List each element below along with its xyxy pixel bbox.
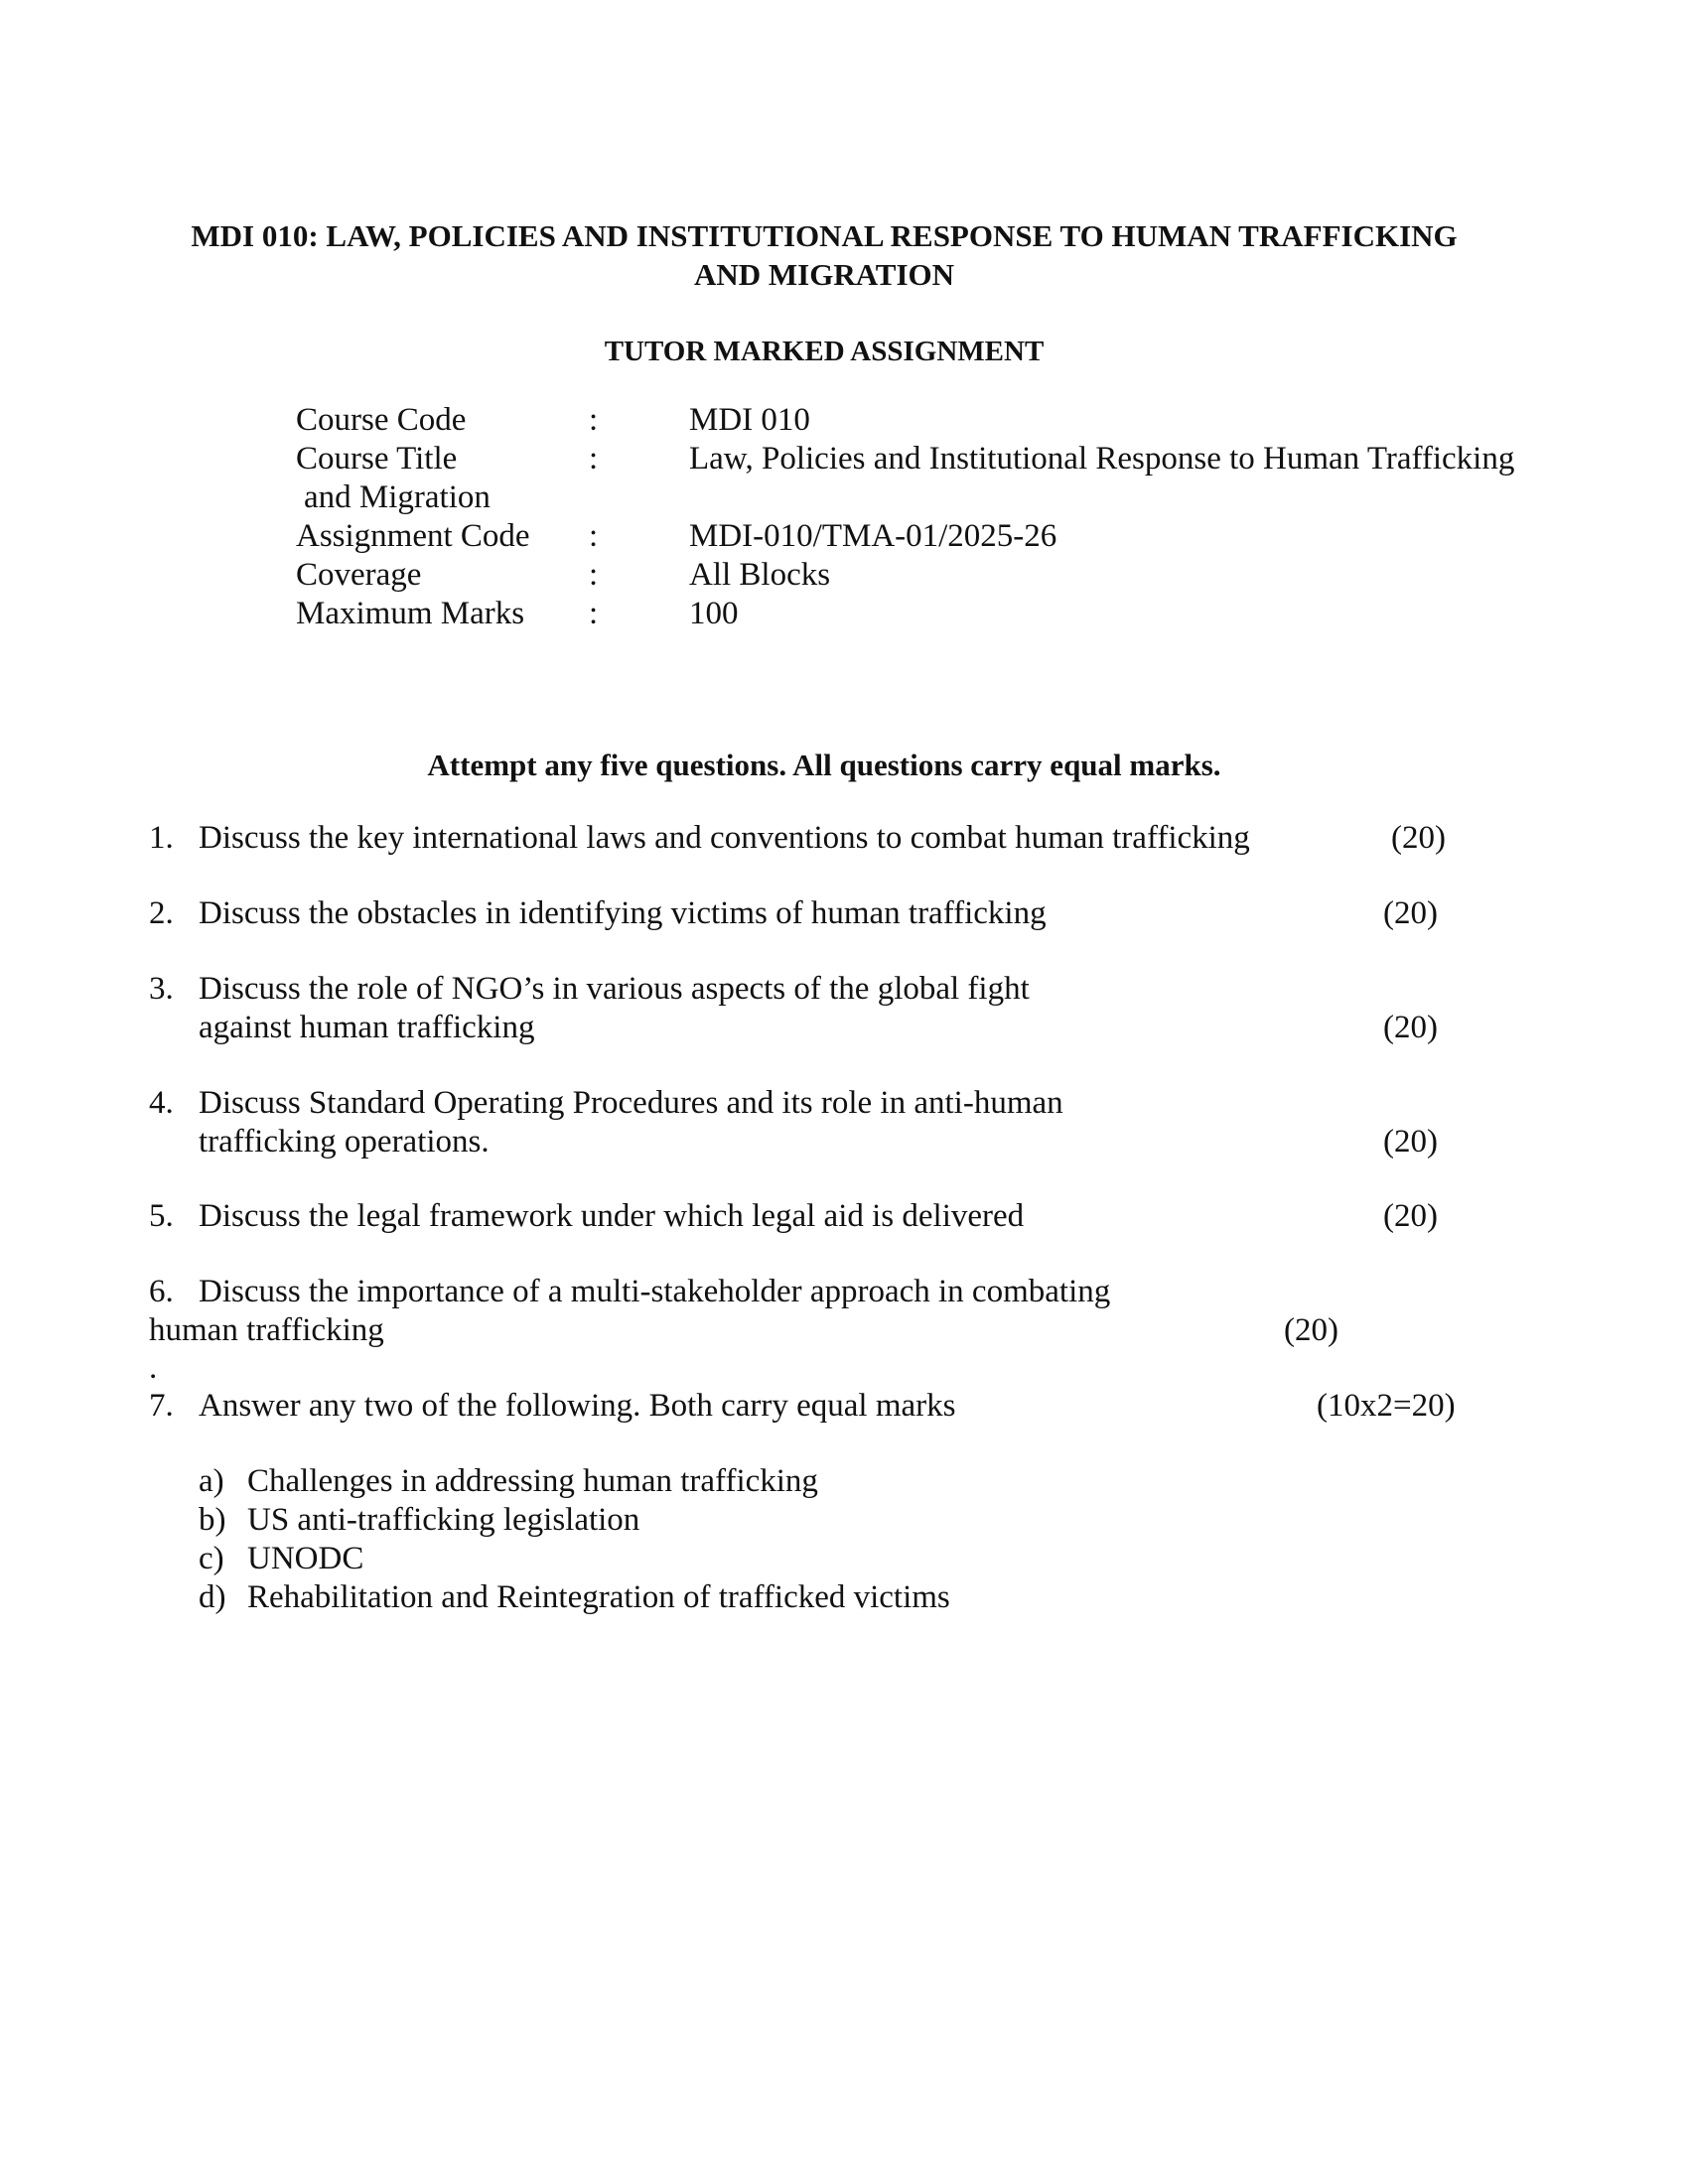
question-number: 1.	[149, 820, 174, 856]
question-number: 5.	[149, 1198, 174, 1234]
stray-dot: .	[149, 1350, 158, 1386]
info-row-assignment-code	[296, 517, 1057, 556]
question-text: Discuss the role of NGO’s in various aspects of the global fight	[199, 971, 1030, 1007]
question-1-marks: (20)	[1391, 820, 1446, 856]
sub-item-letter: b)	[199, 1502, 226, 1538]
question-number: 3.	[149, 971, 174, 1007]
question-text: Discuss Standard Operating Procedures and its role in anti-human	[199, 1085, 1063, 1121]
sub-item-letter: d)	[199, 1579, 226, 1615]
sub-item-text: Rehabilitation and Reintegration of trafficked victims	[247, 1579, 950, 1615]
question-number: 7.	[149, 1388, 174, 1424]
info-label: Maximum Marks	[296, 596, 525, 631]
sub-item-text: US anti-trafficking legislation	[247, 1502, 640, 1538]
question-2-marks: (20)	[1383, 895, 1438, 931]
question-number: 6.	[149, 1274, 174, 1309]
sub-item-letter: c)	[199, 1541, 224, 1576]
title-line-2: AND MIGRATION	[693, 257, 955, 292]
info-row-maximum-marks	[296, 595, 739, 633]
question-7-marks: (10x2=20)	[1317, 1388, 1456, 1424]
question-text-continued: against human trafficking	[199, 1010, 535, 1045]
info-course-title-continuation: and Migration	[304, 479, 491, 515]
info-colon: :	[589, 402, 599, 438]
info-label: Coverage	[296, 557, 422, 593]
info-value: All Blocks	[689, 557, 831, 593]
info-colon: :	[589, 518, 599, 554]
question-6-continued	[149, 1311, 384, 1350]
question-text: Discuss the obstacles in identifying victims of human trafficking	[199, 895, 1047, 931]
question-text-continued: human trafficking	[149, 1312, 384, 1348]
course-info-block	[296, 401, 1515, 633]
sub-item-letter: a)	[199, 1463, 224, 1499]
question-text-continued: trafficking operations.	[199, 1124, 490, 1160]
instruction-text: Attempt any five questions. All questions carry equal marks.	[427, 748, 1221, 782]
info-row-coverage	[296, 556, 831, 595]
question-4-marks: (20)	[1383, 1124, 1438, 1160]
document-subtitle: TUTOR MARKED ASSIGNMENT	[604, 336, 1045, 367]
info-row-course-code	[296, 401, 810, 440]
sub-item-text: Challenges in addressing human trafficking	[247, 1463, 818, 1499]
question-number: 2.	[149, 895, 174, 931]
info-colon: :	[589, 557, 599, 593]
question-5-marks: (20)	[1383, 1198, 1438, 1234]
question-text: Answer any two of the following. Both carry equal marks	[199, 1388, 956, 1424]
info-label: Course Title	[296, 441, 458, 477]
question-number: 4.	[149, 1085, 174, 1121]
info-value: MDI-010/TMA-01/2025-26	[689, 518, 1057, 554]
question-6-marks: (20)	[1284, 1312, 1338, 1348]
info-colon: :	[589, 596, 599, 631]
info-colon: :	[589, 441, 599, 477]
info-value: 100	[689, 596, 739, 631]
question-text: Discuss the key international laws and conventions to combat human trafficking	[199, 820, 1250, 856]
sub-item-text: UNODC	[247, 1541, 364, 1576]
info-value: MDI 010	[689, 402, 810, 438]
question-3-marks: (20)	[1383, 1010, 1438, 1045]
question-text: Discuss the importance of a multi-stakeholder approach in combating	[199, 1274, 1111, 1309]
title-line-1: MDI 010: LAW, POLICIES AND INSTITUTIONAL RESPONSE TO HUMAN TRAFFICKING	[191, 218, 1458, 253]
info-label: Course Code	[296, 402, 467, 438]
info-row-course-title	[296, 440, 1515, 478]
document-title	[139, 216, 1509, 294]
info-value: Law, Policies and Institutional Response to Human Trafficking	[689, 441, 1515, 477]
question-text: Discuss the legal framework under which legal aid is delivered	[199, 1198, 1025, 1234]
info-label: Assignment Code	[296, 518, 530, 554]
